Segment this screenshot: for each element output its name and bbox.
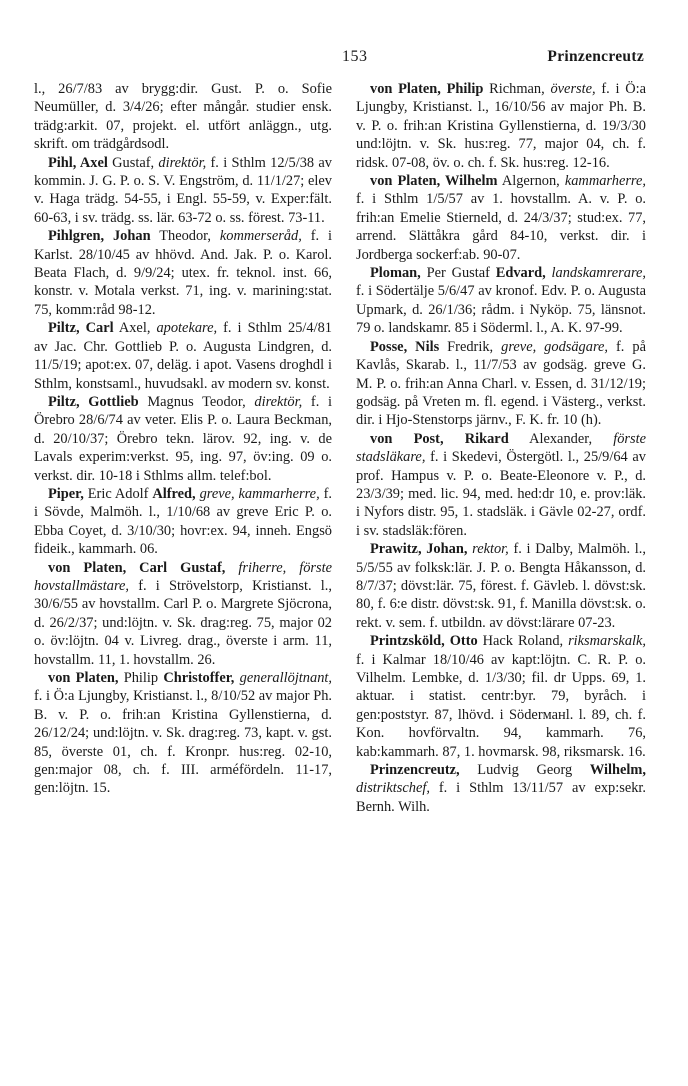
entry-text: f. i Örebro 28/6/74 av veter. Elis P. o. Laura Beckman, d. 20/10/37; Örebro tekn. lärov. 92, ing. v. de Lavals experim:verkst. 95, ing. 97, öv:ing. 09 o. verkst. dir. 10-18 i Sthlms allm. telef:bol.	[34, 393, 332, 484]
entry-text: f. i Strövelstorp, Kristianst. l., 30/6/55 av hovstallm. Carl P. o. Margrete Sjöcrona, d. 26/2/37; und:löjtn. v. Sk. drag:reg. 75, major 02 o. öv:löjtn. 04 v. Livreg. drag., överste i arm. 11, hovstallm. 11, 1. hovstallm. 26.	[34, 577, 332, 668]
entry-title: generallöjtnant,	[234, 670, 332, 686]
entry-title: friherre, förste hovstallmästare,	[34, 559, 332, 594]
entry-title: förste stadsläkare,	[356, 430, 646, 466]
biography-entry	[34, 669, 332, 798]
entry-title: apotekare,	[156, 320, 218, 337]
entry-text: f. i Sövde, Malmöh. l., 1/10/68 av greve Eric P. o. Ebba Coyet, d. 3/10/30; hovr:ex. 94, inneh. Engsö fideik., kammarh. 06.	[34, 485, 332, 558]
entry-name: Piltz, Gottlieb	[48, 393, 139, 410]
entry-title: distriktschef,	[356, 780, 430, 797]
biography-entry	[356, 172, 646, 264]
entry-given-names: Per Gustaf	[420, 265, 496, 282]
biography-entry	[34, 393, 332, 485]
page-header	[20, 48, 644, 72]
entry-text: l., 26/7/83 av brygg:dir. Gust. P. o. Sofie Neumüller, d. 3/4/26; efter mångår. studier ensk. trädg:arkit. 07, projekt. el. utfört anläggn., utg. skrift. om trädgårdsodl.	[34, 81, 332, 153]
entry-given-names: Ludvig Georg	[459, 762, 590, 779]
entry-name: von Platen, Philip	[370, 81, 484, 97]
biography-entry	[356, 80, 646, 172]
entry-text: f. i Ö:a Ljungby, Kristianst. l., 8/10/52 av major Ph. B. v. P. o. frih:an Kristina Gyllenstierna, d. 26/12/24; und:löjtn. v. Sk. drag:reg. 73, kapt. v. gst. 85, överste 01, ch. f. Kronpr. hus:reg. 02-10, gen:major 08, ch. f. III. arméfördeln. 11-17, gen:löjtn. 15.	[34, 688, 332, 797]
entry-given-names: Fredrik,	[439, 338, 502, 355]
entry-name-emphasis: Edvard,	[495, 265, 546, 282]
entry-text: f. i Sthlm 1/5/57 av 1. hovstallm. A. v. P. o. frih:an Emelie Stierneld, d. 24/3/37; stud:ex. 77, arrend. Slättåkra gård 84-10, verkst. dir. i Jordberga sockerf:ab. 90-07.	[356, 191, 646, 263]
entry-given-names: Theodor,	[150, 228, 220, 245]
entry-text: f. i Ö:a Ljungby, Kristianst. l., 16/10/56 av major Ph. B. v. P. o. frih:an Kristina Gyllenstierna, d. 19/3/30 und:löjtn. v. Sk. hus:reg. 77, major 04, ch. f. ridsk. 07-08, öv. o. ch. f. Sk. hus:reg. 12-16.	[356, 81, 646, 171]
entry-name-emphasis: Christoffer,	[163, 670, 235, 686]
entry-text: f. i Skedevi, Östergötl. l., 25/9/64 av prof. Hampus v. P. o. Beate-Eleonore v. P., d. 23/3/39; med. lic. 94, med. hed:dr 10, e. prov:läk. i Nyfors distr. 95, 1. stadsläk. i Gävle 02-27, ordf. i sv. stadsläk:fören.	[356, 449, 646, 539]
entry-name: von Platen, Carl Gustaf,	[48, 559, 226, 576]
entry-text: f. på Kavlås, Skarab. l., 11/7/53 av godsäg. greve G. M. P. o. frih:an Anna Charl. v. Essen, d. 31/12/19; godsäg. på Vreten m. fl. egend. i Västerg., verkst. dir. i Hjo-Stenstorps järnv., F. K. fr. 10 (h).	[356, 338, 646, 429]
biography-entry	[356, 761, 646, 816]
entry-name-emphasis: Alfred,	[152, 485, 196, 502]
biography-entry	[356, 540, 646, 632]
entry-name: Printzsköld, Otto	[370, 633, 478, 650]
entry-name: Pihl, Axel	[48, 154, 108, 171]
entry-name: Ploman,	[370, 265, 421, 282]
entry-title: direktör,	[158, 154, 207, 171]
biography-entry	[356, 264, 646, 338]
biography-entry	[34, 559, 332, 669]
entry-text: f. i Kalmar 18/10/46 av kapt:löjtn. C. R. P. o. Vilhelm. Lembke, d. 1/3/30; fil. dr Upps. 69, 1. aktuar. i statist. centr:byr. 79, byråch. i gen:poststyr. 87, lhövd. i Söderманl. l. 89, ch. f. Kon. hovförvaltn. 94, kammarh. 76, kab:kammarh. 87, 1. hovmarsk. 98, riksmarsk. 16.	[356, 651, 646, 760]
entry-title: landskamrerare,	[545, 265, 646, 282]
entry-name: Prawitz, Johan,	[370, 541, 468, 558]
entry-name: von Platen,	[48, 670, 119, 686]
entry-text: f. i Sthlm 12/5/38 av kommin. J. G. P. o. S. V. Engström, d. 11/1/27; elev v. Haga trädg. 54-55, i Engl. 55-59, v. Exper:fält. 60-63, i sv. trädg. ss. lär. 63-72 o. ss. förest. 73-11.	[34, 154, 332, 226]
running-head: Prinzencreutz	[547, 48, 644, 65]
right-column	[356, 80, 646, 816]
entry-title: kommerseråd,	[219, 228, 302, 245]
left-column	[34, 80, 332, 798]
entry-given-names: Philip	[118, 670, 164, 686]
entry-name: Piper,	[48, 485, 84, 502]
entry-title: riksmarskalk,	[568, 633, 647, 650]
entry-given-names: Hack Roland,	[477, 633, 569, 650]
entry-text: f. i Karlst. 28/10/45 av hhövd. And. Jak. P. o. Karol. Beata Flach, d. 9/9/24; utex. fr. teknol. inst. 66, konstr. v. Motala verkst. 71, ing. v. marining:stat. 75, komm:råd 98-12.	[34, 228, 332, 318]
entry-name: Prinzencreutz,	[370, 762, 460, 779]
entry-title: kammarherre,	[564, 173, 646, 190]
biography-entry	[34, 485, 332, 559]
entry-text: f. i Dalby, Malmöh. l., 5/5/55 av folksk:lär. J. P. o. Bengta Håkansson, d. 8/7/37; dövst:lär. 75, förest. f. Gävleb. l. dövst:sk. 80, f. 6:e distr. dövst:sk. 91, f. Manilla dövst:sk. o. rekt. v. sem. f. utbildn. av dövst:lärare 07-23.	[356, 541, 646, 631]
entry-name-emphasis: Wilhelm,	[589, 762, 646, 779]
biography-entry	[34, 154, 332, 228]
entry-given-names	[225, 560, 238, 576]
entry-given-names: Eric Adolf	[83, 485, 153, 502]
entry-name: Pihlgren, Johan	[48, 228, 151, 245]
entry-title: greve, godsägare,	[501, 338, 609, 355]
entry-text: f. i Sthlm 25/4/81 av Jac. Chr. Gottlieb P. o. Augusta Lindgren, d. 11/5/19; apot:ex. 07, deläg. i apot. Vasens droghdl i Sthlm, konstsaml., huvudsakl. av modern sv. konst.	[34, 320, 333, 392]
entry-title: direktör,	[254, 393, 303, 410]
page-number: 153	[342, 48, 368, 65]
entry-given-names: Magnus Teodor,	[138, 393, 255, 410]
entry-continuation	[34, 80, 332, 154]
entry-name: von Post, Rikard	[370, 430, 509, 447]
biography-entry	[356, 632, 646, 761]
biography-entry	[356, 338, 646, 430]
entry-name: von Platen, Wilhelm	[370, 173, 498, 190]
entry-title: rektor,	[472, 541, 509, 558]
entry-text: f. i Sthlm 13/11/57 av exp:sekr. Bernh. Wilh.	[356, 780, 646, 815]
entry-name: Piltz, Carl	[48, 320, 114, 337]
entry-given-names: Algernon,	[497, 173, 565, 190]
biography-entry	[34, 319, 332, 393]
entry-title: överste,	[550, 81, 596, 97]
entry-given-names: Gustaf,	[107, 154, 159, 171]
entry-name: Posse, Nils	[370, 338, 440, 355]
entry-given-names: Axel,	[113, 320, 157, 337]
biography-entry	[34, 227, 332, 319]
entry-given-names: Richman,	[483, 81, 551, 97]
biography-entry	[356, 430, 646, 540]
entry-text: f. i Södertälje 5/6/47 av kronof. Edv. P. o. Augusta Upmark, d. 26/1/36; rådm. i Nyköp. 75, länsnot. 79 o. landskamr. 85 i Söderml. l., A. K. 97-99.	[356, 283, 646, 337]
entry-title: greve, kammarherre,	[195, 485, 320, 502]
entry-given-names: Alexander,	[508, 430, 614, 447]
